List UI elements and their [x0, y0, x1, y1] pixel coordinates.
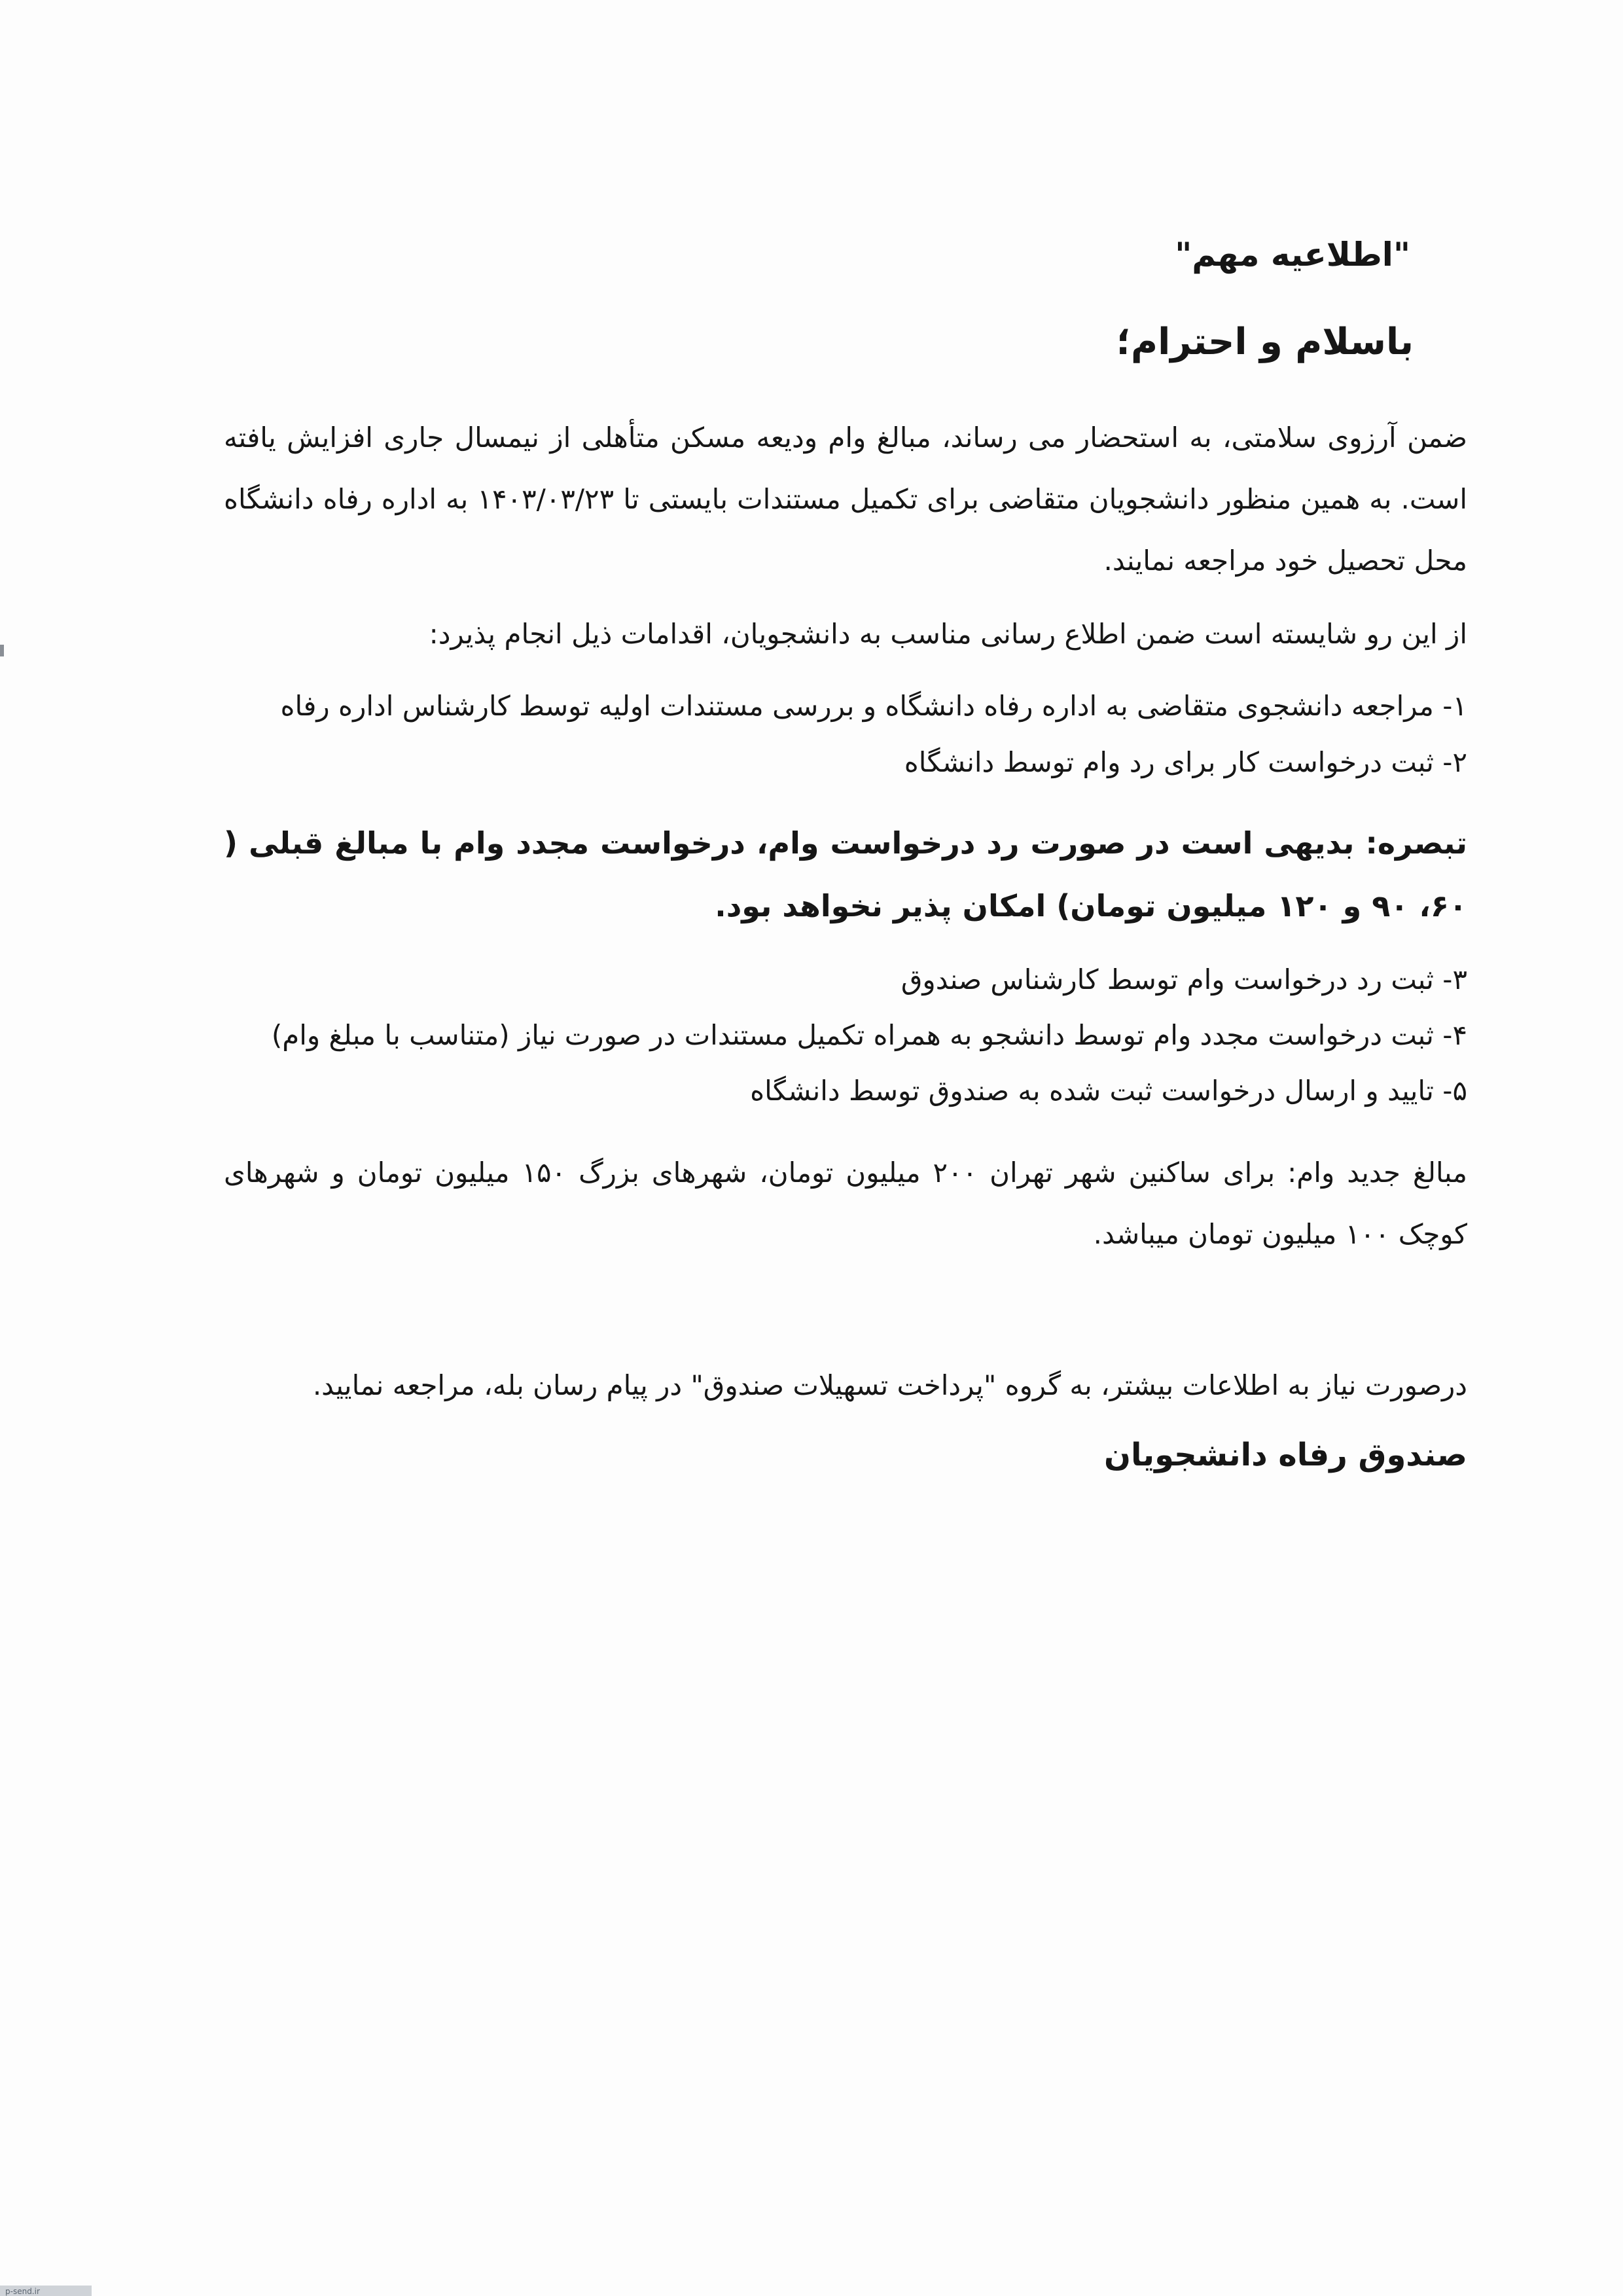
paragraph-new-amounts: مبالغ جدید وام: برای ساکنین شهر تهران ۲۰۰ میلیون تومان، شهرهای بزرگ ۱۵۰ میلیون تومان و شهرهای کوچک ۱۰۰ میلیون تومان میباشد. — [224, 1157, 1467, 1250]
footer-watermark-text: p-send.ir — [5, 2287, 40, 2296]
paragraph-actions-intro: از این رو شایسته است ضمن اطلاع رسانی مناسب به دانشجویان، اقدامات ذیل انجام پذیرد: — [429, 618, 1467, 650]
footer-watermark-strip — [0, 2286, 92, 2296]
step-item-5: ۵- تایید و ارسال درخواست ثبت شده به صندوق توسط دانشگاه — [750, 1075, 1467, 1107]
signature: صندوق رفاه دانشجویان — [1104, 1437, 1467, 1473]
step-item-2: ۲- ثبت درخواست کار برای رد وام توسط دانشگاه — [904, 746, 1467, 778]
notice-title: "اطلاعیه مهم" — [1175, 236, 1410, 274]
step-item-3: ۳- ثبت رد درخواست وام توسط کارشناس صندوق — [901, 963, 1467, 996]
step-item-1: ۱- مراجعه دانشجوی متقاضی به اداره رفاه دانشگاه و بررسی مستندات اولیه توسط کارشناس اداره رفاه — [280, 690, 1467, 722]
greeting: باسلام و احترام؛ — [1116, 321, 1414, 363]
paragraph-contact: درصورت نیاز به اطلاعات بیشتر، به گروه "پرداخت تسهیلات صندوق" در پیام رسان بله، مراجعه نمایید. — [312, 1369, 1467, 1401]
step-item-4: ۴- ثبت درخواست مجدد وام توسط دانشجو به همراه تکمیل مستندات در صورت نیاز (متناسب با مبلغ وام) — [271, 1019, 1467, 1051]
paragraph-intro: ضمن آرزوی سلامتی، به استحضار می رساند، مبالغ وام ودیعه مسکن متأهلی از نیمسال جاری افزایش یافته است. به همین منظور دانشجویان متقاضی برای تکمیل مستندات بایستی تا ۱۴۰۳/۰۳/۲۳ به اداره رفاه دانشگاه محل تحصیل خود مراجعه نمایند. — [224, 422, 1467, 577]
note-paragraph: تبصره: بدیهی است در صورت رد درخواست وام، درخواست مجدد وام با مبالغ قبلی ( ۶۰، ۹۰ و ۱۲۰ میلیون تومان) امکان پذیر نخواهد بود. — [224, 825, 1467, 924]
scan-edge-mark — [0, 645, 4, 656]
